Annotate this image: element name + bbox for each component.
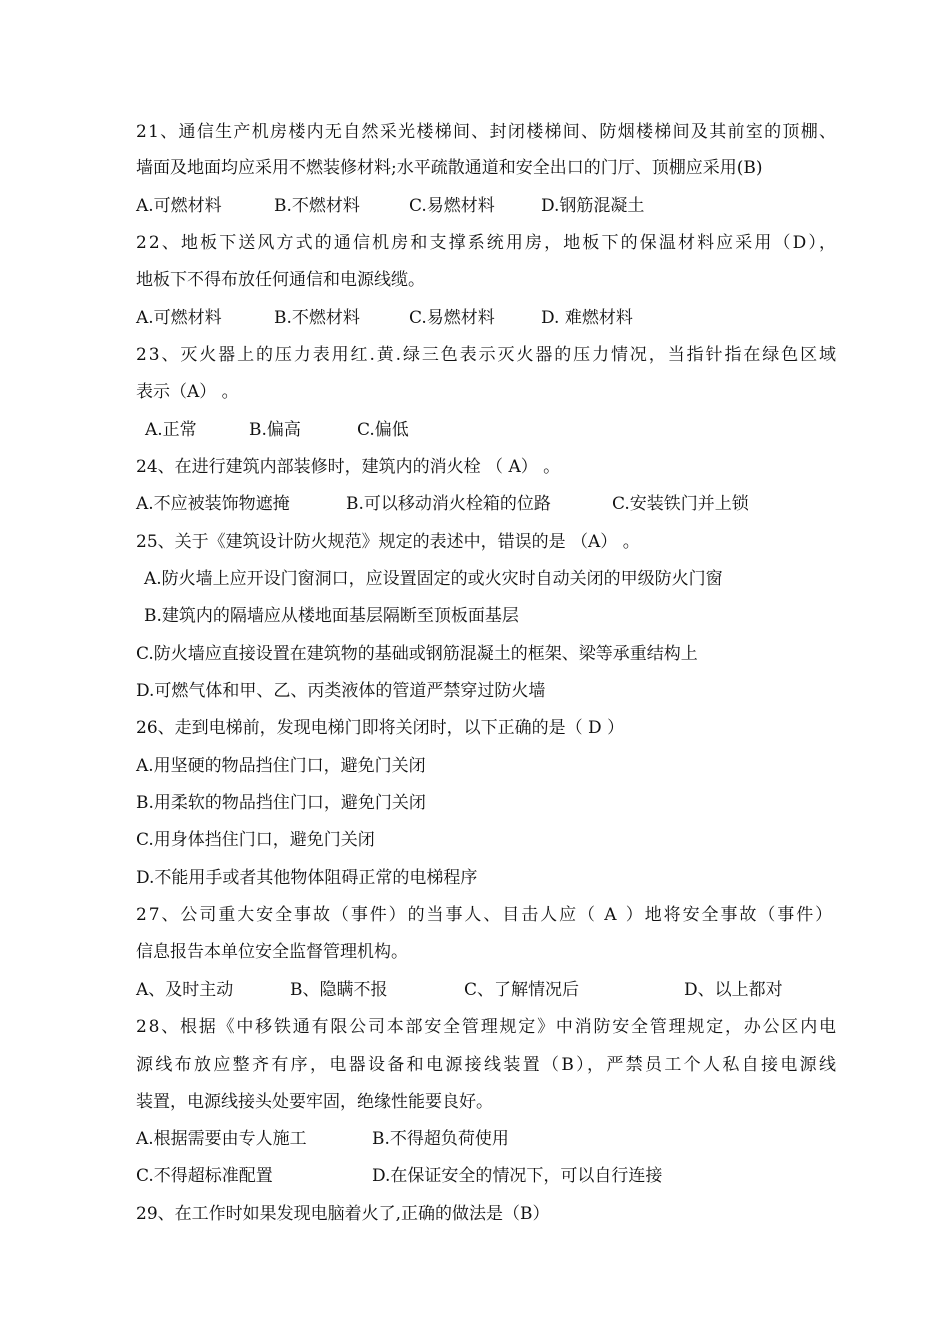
answer-option: B.不燃材料 — [274, 308, 360, 328]
answer-option: A.不应被装饰物遮掩 — [136, 494, 290, 514]
answer-option: A、及时主动 — [136, 980, 234, 1000]
answer-option: C.防火墙应直接设置在建筑物的基础或钢筋混凝土的框架、梁等承重结构上 — [136, 644, 698, 664]
question-stem-text: 21、通信生产机房楼内无自然采光楼梯间、封闭楼梯间、防烟楼梯间及其前室的顶棚、 — [136, 122, 838, 142]
question-stem-text: 装置，电源线接头处要牢固，绝缘性能要良好。 — [136, 1092, 493, 1112]
answer-option: A.正常 — [145, 420, 197, 440]
answer-option: D. 难燃材料 — [541, 308, 633, 328]
answer-option: D、以上都对 — [684, 980, 783, 1000]
question-stem-text: 表示（A） 。 — [136, 382, 239, 402]
answer-option: B.偏高 — [249, 420, 301, 440]
answer-option: B.用柔软的物品挡住门口，避免门关闭 — [136, 793, 426, 813]
answer-option: C、了解情况后 — [464, 980, 580, 1000]
question-stem-text: 信息报告本单位安全监督管理机构。 — [136, 942, 408, 962]
answer-option: A.用坚硬的物品挡住门口，避免门关闭 — [136, 756, 426, 776]
question-stem-text: 27、公司重大安全事故（事件）的当事人、目击人应（ A ）地将安全事故（事件） — [136, 905, 835, 925]
answer-option: C.易燃材料 — [409, 308, 495, 328]
question-stem-text: 24、在进行建筑内部装修时，建筑内的消火栓 （ A） 。 — [136, 457, 561, 477]
answer-option: D.在保证安全的情况下，可以自行连接 — [372, 1166, 663, 1186]
answer-option: A.防火墙上应开设门窗洞口，应设置固定的或火灾时自动关闭的甲级防火门窗 — [144, 569, 723, 589]
question-stem-text: 29、在工作时如果发现电脑着火了,正确的做法是（B） — [136, 1204, 550, 1224]
question-stem-text: 墙面及地面均应采用不燃装修材料;水平疏散通道和安全出口的门厅、顶棚应采用(B) — [136, 158, 763, 178]
answer-option: B.建筑内的隔墙应从楼地面基层隔断至顶板面基层 — [144, 606, 519, 626]
answer-option: D.不能用手或者其他物体阻碍正常的电梯程序 — [136, 868, 478, 888]
answer-option: D.可燃气体和甲、乙、丙类液体的管道严禁穿过防火墙 — [136, 681, 546, 701]
question-stem-text: 地板下不得布放任何通信和电源线缆。 — [136, 270, 425, 290]
question-stem-text: 26、走到电梯前，发现电梯门即将关闭时，以下正确的是（ D ） — [136, 718, 625, 738]
answer-option: A.根据需要由专人施工 — [136, 1129, 307, 1149]
answer-option: A.可燃材料 — [136, 196, 222, 216]
answer-option: B.不燃材料 — [274, 196, 360, 216]
answer-option: B.不得超负荷使用 — [372, 1129, 509, 1149]
question-stem-text: 23、灭火器上的压力表用红.黄.绿三色表示灭火器的压力情况，当指针指在绿色区域 — [136, 345, 838, 365]
answer-option: C.偏低 — [357, 420, 409, 440]
question-stem-text: 22、地板下送风方式的通信机房和支撑系统用房，地板下的保温材料应采用（D）， — [136, 233, 839, 253]
answer-option: A.可燃材料 — [136, 308, 222, 328]
answer-option: B、隐瞒不报 — [290, 980, 388, 1000]
answer-option: B.可以移动消火栓箱的位路 — [346, 494, 551, 514]
answer-option: C.安装铁门并上锁 — [612, 494, 749, 514]
answer-option: D.钢筋混凝土 — [541, 196, 645, 216]
answer-option: C.用身体挡住门口，避免门关闭 — [136, 830, 375, 850]
question-stem-text: 25、关于《建筑设计防火规范》规定的表述中，错误的是 （A） 。 — [136, 532, 640, 552]
answer-option: C.不得超标准配置 — [136, 1166, 273, 1186]
answer-option: C.易燃材料 — [409, 196, 495, 216]
question-stem-text: 28、根据《中移铁通有限公司本部安全管理规定》中消防安全管理规定，办公区内电 — [136, 1017, 838, 1037]
question-stem-text: 源线布放应整齐有序，电器设备和电源接线装置（B），严禁员工个人私自接电源线 — [136, 1055, 839, 1075]
